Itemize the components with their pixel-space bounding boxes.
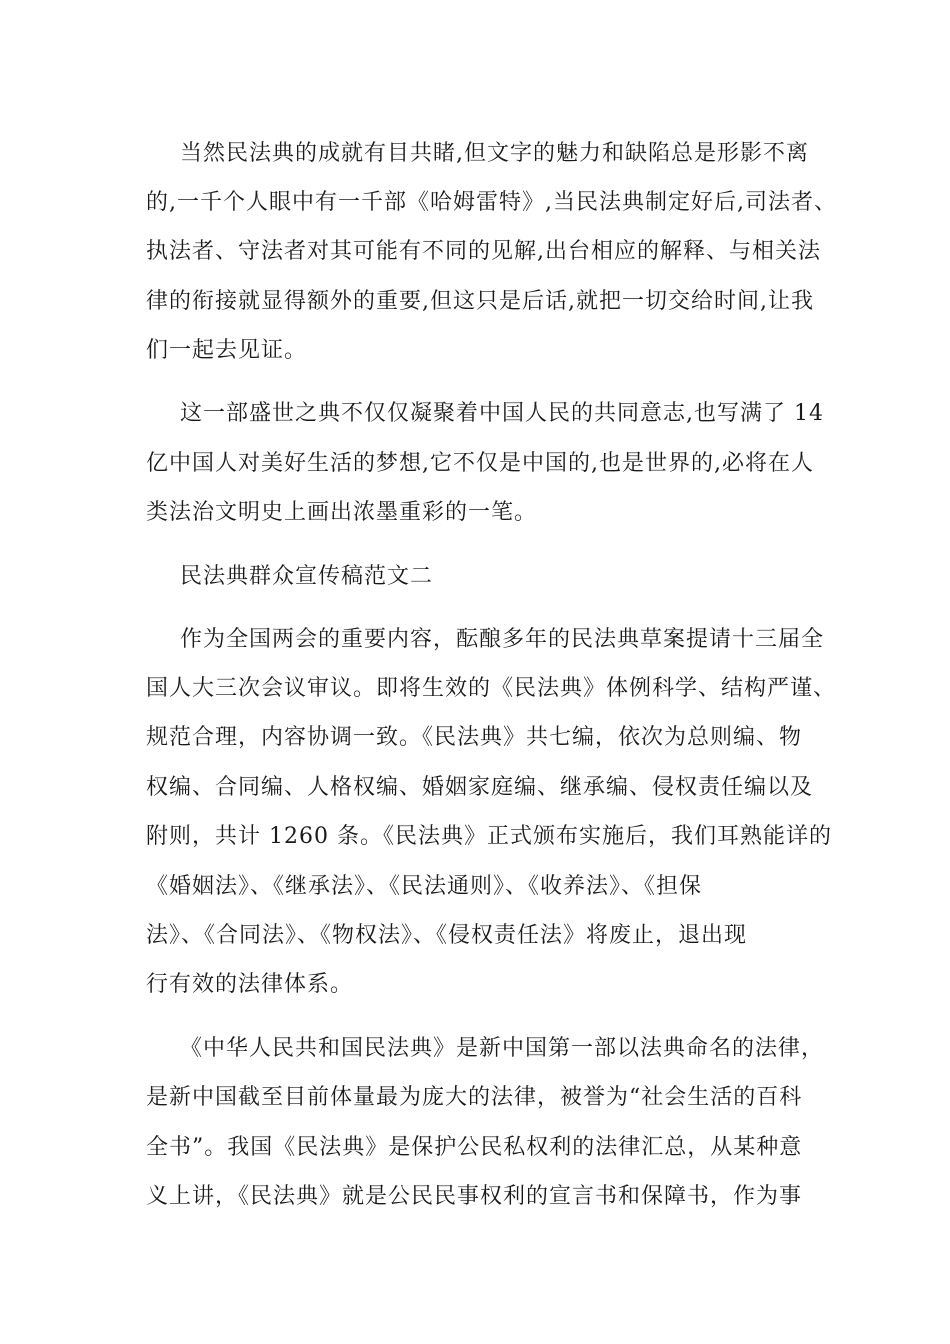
paragraph-line: 全书”。我国《民法典》是保护公民私权利的法律汇总，从某种意 bbox=[146, 1135, 803, 1160]
paragraph-line: 类法治文明史上画出浓墨重彩的一笔。 bbox=[146, 500, 538, 525]
paragraph-line: 亿中国人对美好生活的梦想,它不仅是中国的,也是世界的,必将在人 bbox=[146, 451, 814, 476]
paragraph-line: 国人大三次会议审议。即将生效的《民法典》体例科学、结构严谨、 bbox=[146, 676, 837, 701]
paragraph-line: 行有效的法律体系。 bbox=[146, 972, 354, 997]
paragraph-line: 这一部盛世之典不仅仅凝聚着中国人民的共同意志,也写满了 14 bbox=[180, 401, 824, 426]
paragraph-line: 法》、《合同法》、《物权法》、《侵权责任法》将废止，退出现 bbox=[146, 923, 748, 948]
paragraph-line: 规范合理，内容协调一致。《民法典》共七编，依次为总则编、物 bbox=[146, 725, 803, 750]
paragraph-line: 律的衔接就显得额外的重要,但这只是后话,就把一切交给时间,让我 bbox=[146, 289, 814, 314]
paragraph-line: 附则，共计 1260 条。《民法典》正式颁布实施后，我们耳熟能详的 bbox=[146, 824, 832, 849]
section-heading: 民法典群众宣传稿范文二 bbox=[180, 564, 434, 589]
paragraph-line: 义上讲，《民法典》就是公民民事权利的宣言书和保障书，作为事 bbox=[146, 1184, 803, 1209]
paragraph-line: 的,一千个人眼中有一千部《哈姆雷特》,当民法典制定好后,司法者、 bbox=[146, 190, 837, 215]
paragraph-line: 作为全国两会的重要内容，酝酿多年的民法典草案提请十三届全 bbox=[180, 627, 825, 652]
paragraph-line: 《中华人民共和国民法典》是新中国第一部以法典命名的法律， bbox=[180, 1036, 825, 1061]
paragraph-line: 权编、合同编、人格权编、婚姻家庭编、继承编、侵权责任编以及 bbox=[146, 775, 814, 800]
paragraph-line: 是新中国截至目前体量最为庞大的法律，被誉为“社会生活的百科 bbox=[146, 1085, 803, 1110]
paragraph-line: 执法者、守法者对其可能有不同的见解,出台相应的解释、与相关法 bbox=[146, 239, 821, 264]
paragraph-line: 们一起去见证。 bbox=[146, 338, 308, 363]
paragraph-line: 《婚姻法》、《继承法》、《民法通则》、《收养法》、《担保 bbox=[146, 874, 703, 899]
paragraph-line: 当然民法典的成就有目共睹,但文字的魅力和缺陷总是形影不离 bbox=[180, 141, 809, 166]
